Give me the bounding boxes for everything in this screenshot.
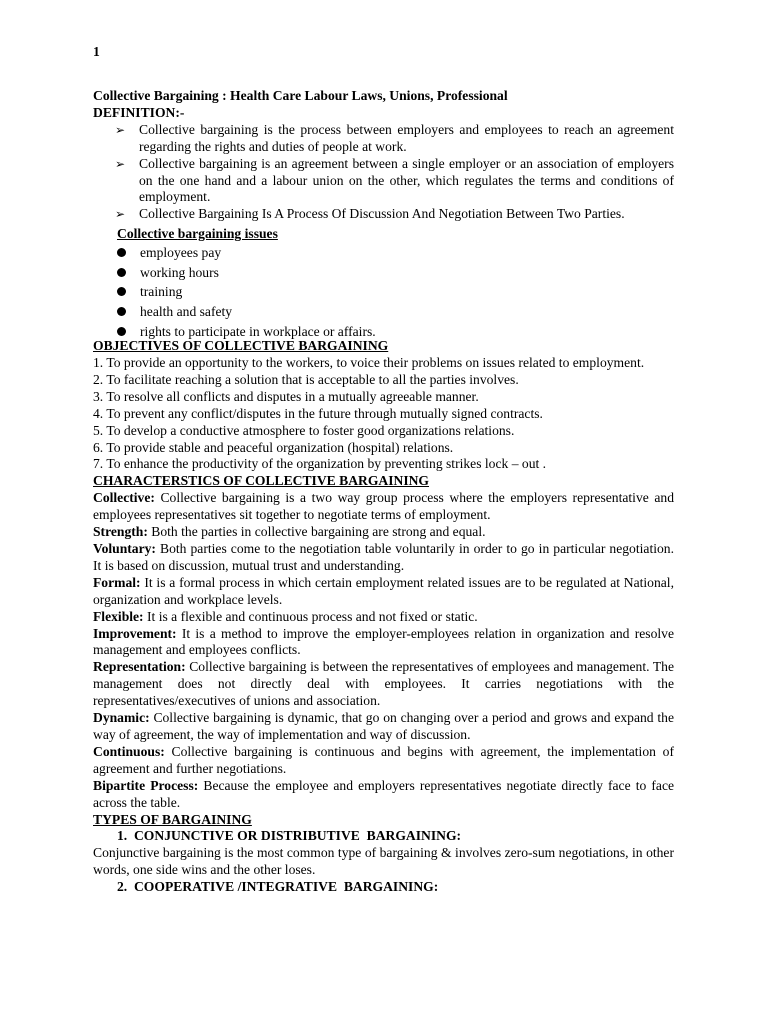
- definition-item: ➢ Collective bargaining is an agreement between a single employer or an association of employers on the one hand and a labour union on the other, which regulates the terms and conditions of employment.: [115, 155, 674, 205]
- characteristic-item: Strength: Both the parties in collective bargaining are strong and equal.: [93, 524, 486, 540]
- characteristic-item: Bipartite Process: Because the employee and employers representatives negotiate directly face to face across the table.: [93, 777, 675, 810]
- objective-item: 2. To facilitate reaching a solution that is acceptable to all the parties involves.: [93, 371, 519, 387]
- bullet-dot-icon: [117, 268, 126, 277]
- characteristic-item: Improvement: It is a method to improve the employer-employees relation in organization and resolve management and employees conflicts.: [93, 625, 674, 658]
- issue-item: employees pay: [93, 243, 674, 263]
- type-1-title: 1. CONJUNCTIVE OR DISTRIBUTIVE BARGAINING:: [117, 828, 462, 844]
- bullet-dot-icon: [117, 287, 126, 296]
- objective-item: 4. To prevent any conflict/disputes in the future through mutually signed contracts.: [93, 405, 543, 421]
- type-2-title: 2. COOPERATIVE /INTEGRATIVE BARGAINING:: [117, 879, 439, 895]
- issues-heading: Collective bargaining issues: [117, 226, 278, 242]
- types-heading: TYPES OF BARGAINING: [93, 811, 252, 827]
- definition-heading: DEFINITION:-: [93, 104, 185, 120]
- type-1-text: Conjunctive bargaining is the most common type of bargaining & involves zero-sum negotiations, in other words, one side wins and the other loses.: [93, 845, 674, 878]
- characteristic-item: Formal: It is a formal process in which certain employment related issues are to be regulated at National, organization and workplace levels.: [93, 574, 674, 607]
- bullet-dot-icon: [117, 248, 126, 257]
- definition-item: ➢ Collective bargaining is the process between employers and employees to reach an agreement regarding the rights and duties of people at work.: [115, 121, 674, 154]
- objective-item: 6. To provide stable and peaceful organization (hospital) relations.: [93, 439, 454, 455]
- characteristics-heading: CHARACTERSTICS OF COLLECTIVE BARGAINING: [93, 473, 430, 489]
- characteristic-item: Flexible: It is a flexible and continuous process and not fixed or static.: [93, 608, 478, 624]
- definition-item: ➢ Collective Bargaining Is A Process Of Discussion And Negotiation Between Two Parties.: [115, 206, 625, 222]
- definition-list: [93, 122, 674, 223]
- bullet-dot-icon: [117, 307, 126, 316]
- issue-item: working hours: [93, 263, 674, 283]
- objective-item: 1. To provide an opportunity to the workers, to voice their problems on issues related to employment.: [93, 355, 645, 371]
- characteristic-item: Representation: Collective bargaining is between the representatives of employees and management. The management does not directly deal with employees. It carries negotiations with the representatives/executives of unions and association.: [93, 659, 674, 709]
- issues-list: [93, 243, 674, 341]
- objectives-heading: OBJECTIVES OF COLLECTIVE BARGAINING: [93, 338, 389, 354]
- characteristic-item: Continuous: Collective bargaining is continuous and begins with agreement, the implementation of agreement and further negotiations.: [93, 743, 674, 776]
- page-number: 1: [93, 44, 100, 59]
- characteristic-item: Collective: Collective bargaining is a two way group process where the employers representative and employees representatives sit together to negotiate terms of employment.: [93, 490, 674, 523]
- document-body: [93, 87, 674, 896]
- arrow-bullet-icon: ➢: [115, 156, 126, 171]
- issue-item: health and safety: [93, 302, 674, 322]
- objective-item: 3. To resolve all conflicts and disputes in a mutually agreeable manner.: [93, 388, 479, 404]
- document-title: Collective Bargaining : Health Care Labour Laws, Unions, Professional: [93, 88, 508, 103]
- bullet-dot-icon: [117, 327, 126, 336]
- issue-item: rights to participate in workplace or affairs.: [93, 322, 674, 342]
- objective-item: 5. To develop a conductive atmosphere to foster good organizations relations.: [93, 422, 515, 438]
- objective-item: 7. To enhance the productivity of the organization by preventing strikes lock – out .: [93, 456, 547, 472]
- characteristic-item: Voluntary: Both parties come to the negotiation table voluntarily in order to go in particular negotiation. It is based on discussion, mutual trust and understanding.: [93, 541, 674, 573]
- issue-item: training: [93, 282, 674, 302]
- arrow-bullet-icon: ➢: [115, 207, 126, 222]
- characteristic-item: Dynamic: Collective bargaining is dynamic, that go on changing over a period and grows and expand the way of agreement, the way of implementation and way of discussion.: [93, 710, 674, 742]
- arrow-bullet-icon: ➢: [115, 122, 126, 137]
